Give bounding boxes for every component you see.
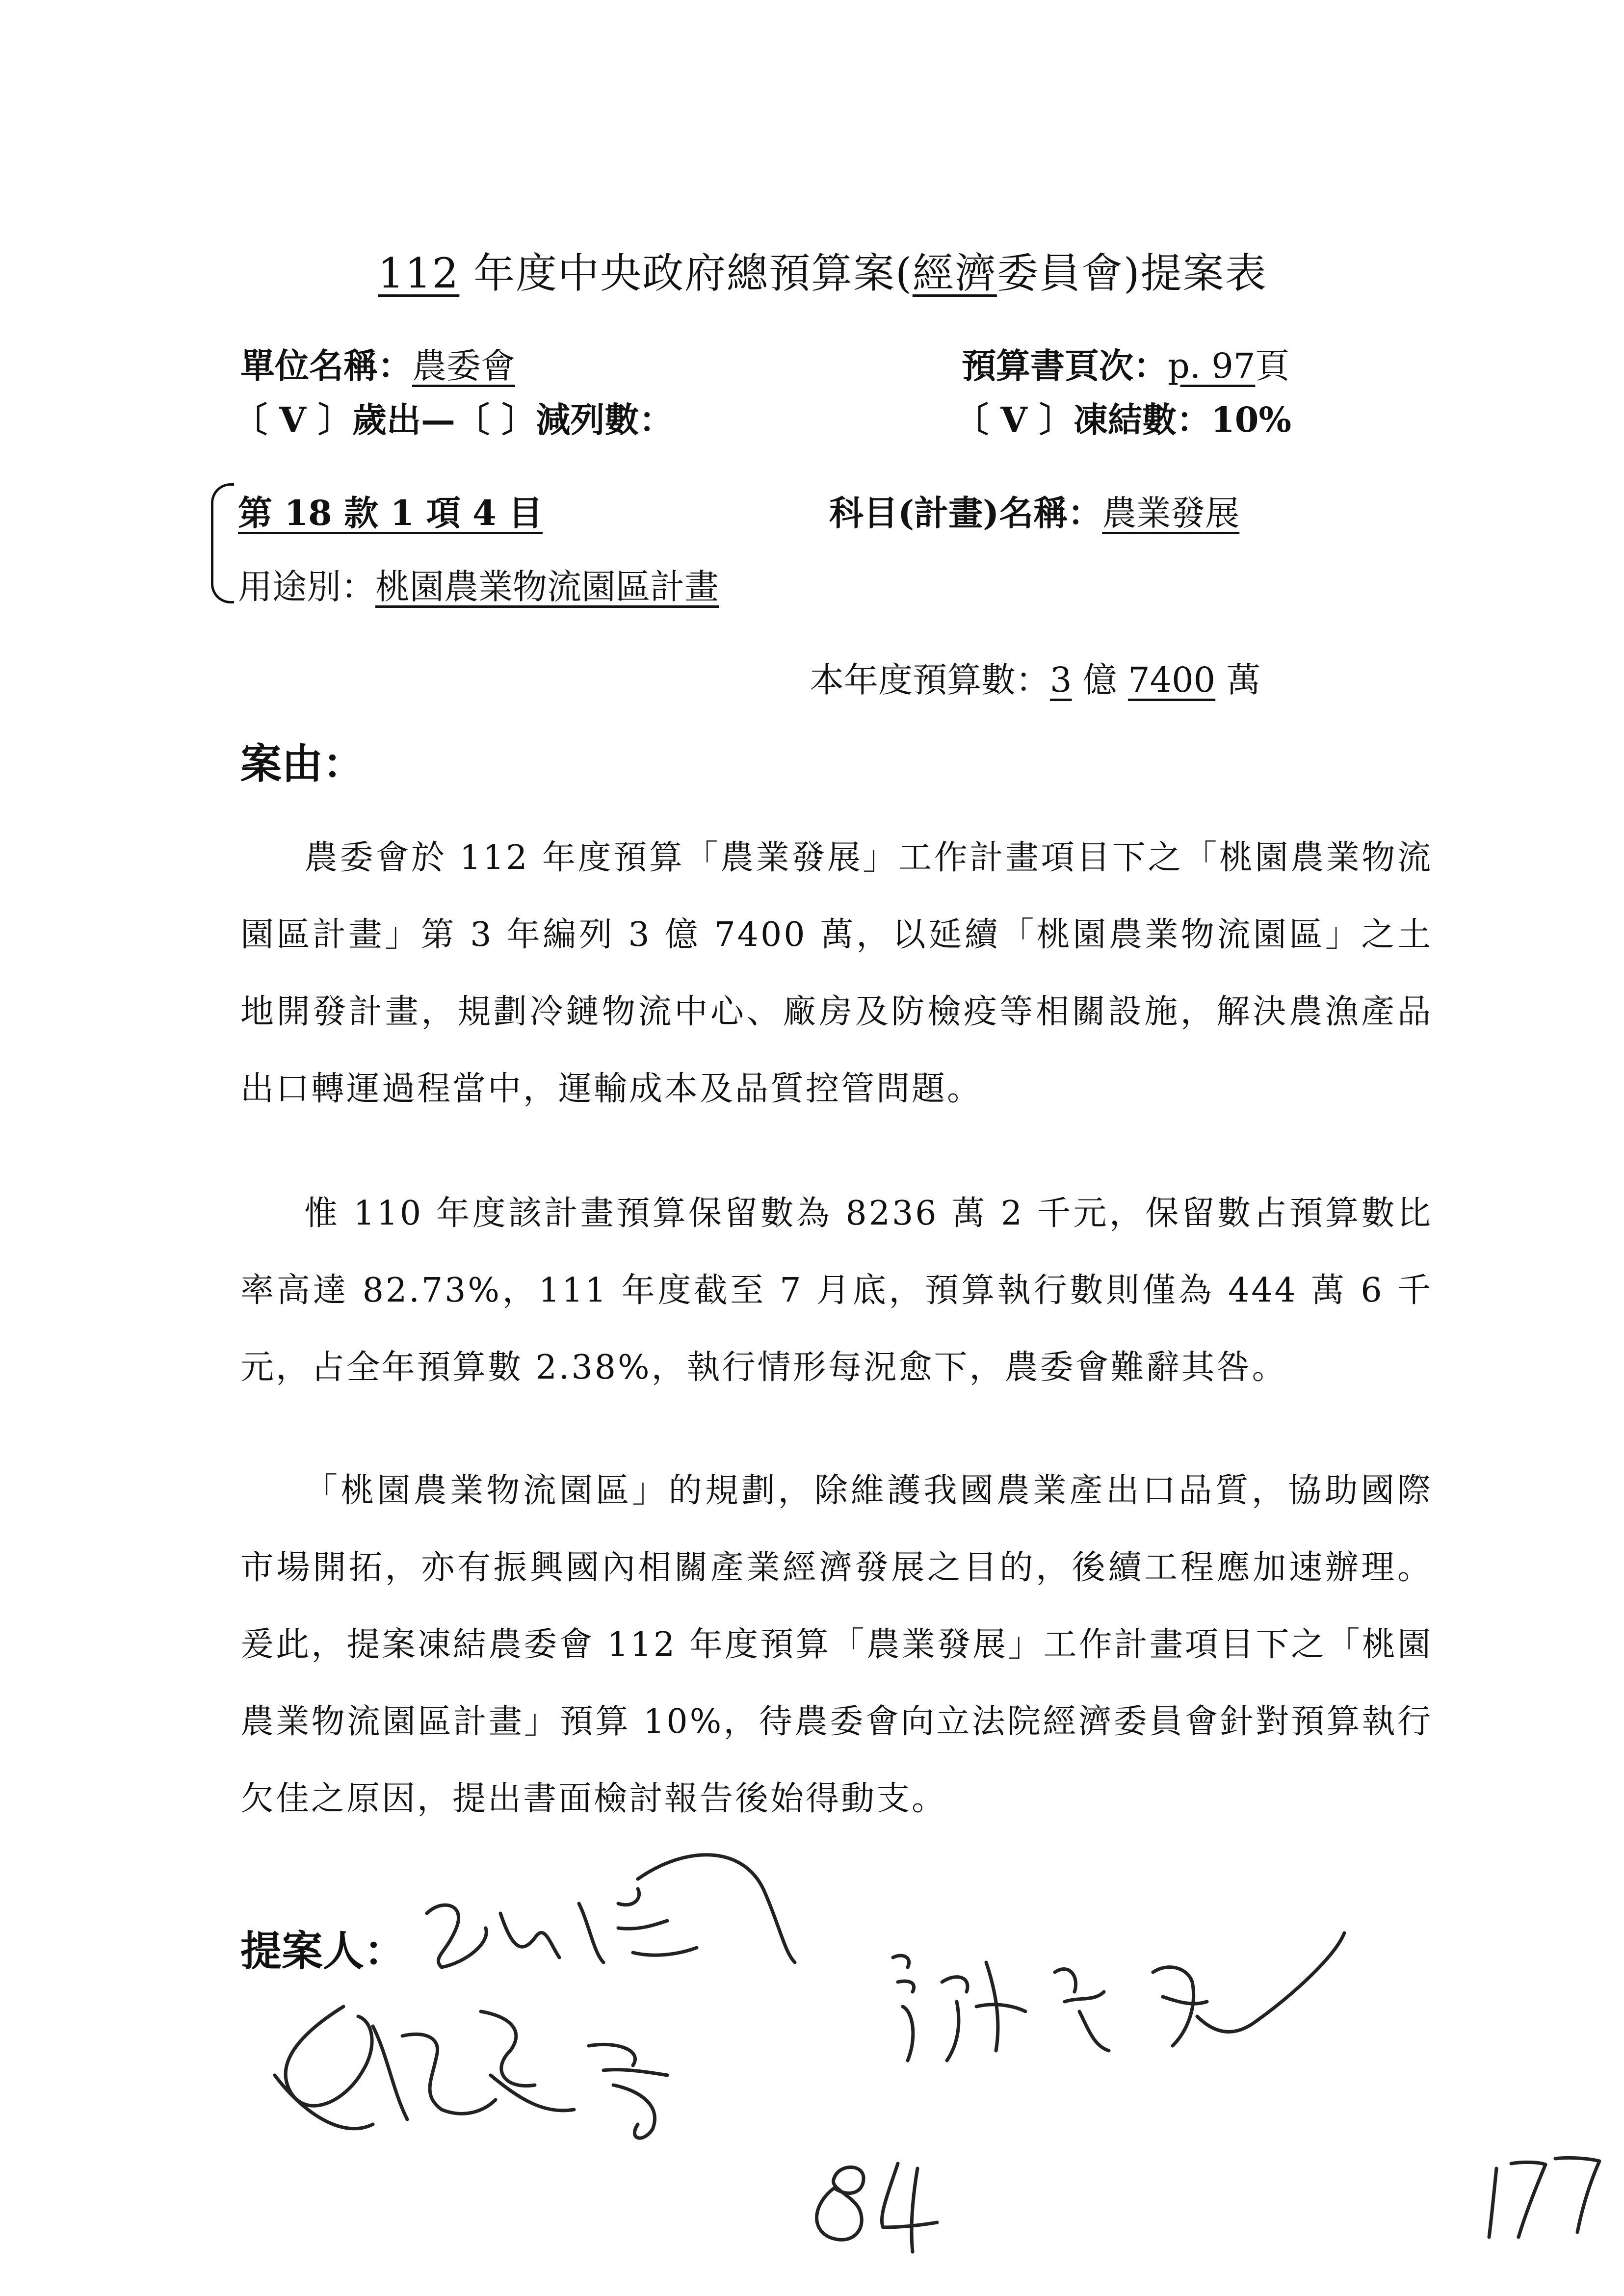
reason-heading: 案由： <box>240 739 365 788</box>
usage-label: 用途別： <box>238 567 375 607</box>
signature-2-stroke <box>286 2007 372 2106</box>
title-part2: 委員會)提案表 <box>996 249 1267 297</box>
signature-3-stroke <box>893 1956 914 2061</box>
signature-1-stroke <box>427 1905 486 1967</box>
expenditure-reduction-line: 〔 V 〕歲出—〔 〕減列數： <box>233 399 674 440</box>
subject-label: 科目(計畫)名稱： <box>829 493 1102 533</box>
handwritten-84-strokes <box>817 2167 864 2240</box>
reason-paragraph-2: 惟 110 年度該計畫預算保留數為 8236 萬 2 千元，保留數占預算數比率高達 82.73%，111 年度截至 7 月底，預算執行數則僅為 444 萬 6 千元，占全年預算數 2.38%，執行情形每況愈下，農委會難辭其咎。 <box>240 1194 1433 1387</box>
page-ref-suffix: 頁 <box>1255 346 1290 386</box>
title-part1: 年度中央政府總預算案( <box>459 249 913 297</box>
budget-yi: 3 <box>1050 660 1072 700</box>
page-ref-value: p. 97 <box>1168 346 1256 386</box>
budget-wan-unit: 萬 <box>1215 660 1261 700</box>
unit-value: 農委會 <box>412 346 515 386</box>
account-text: 第 18 款 1 項 4 目 <box>238 493 543 533</box>
page-ref-label: 預算書頁次： <box>962 345 1168 386</box>
subject-value: 農業發展 <box>1102 493 1240 533</box>
title-committee: 經濟 <box>912 249 997 297</box>
handwritten-177-strokes <box>1489 2158 1599 2237</box>
freeze-amount-line: 〔 V 〕凍結數：10% <box>954 399 1291 440</box>
unit-label: 單位名稱： <box>240 345 412 386</box>
usage-value: 桃園農業物流園區計畫 <box>375 567 719 607</box>
proposer-label: 提案人： <box>240 1927 406 1975</box>
reason-paragraph-1: 農委會於 112 年度預算「農業發展」工作計畫項目下之「桃園農業物流園區計畫」第 3 年編列 3 億 7400 萬，以延續「桃園農業物流園區」之土地開發計畫，規劃冷鏈物流中心、廠房及防檢疫等相關設施，解決農漁產品出口轉運過程當中，運輸成本及品質控管問題。 <box>240 838 1433 1108</box>
budget-wan: 7400 <box>1128 660 1216 700</box>
reason-paragraph-3: 「桃園農業物流園區」的規劃，除維護我國農業產出口品質，協助國際市場開拓，亦有振興國內相關產業經濟發展之目的，後續工程應加速辦理。爰此，提案凍結農委會 112 年度預算「農業發展」工作計畫項目下之「桃園農業物流園區計畫」預算 10%，待農委會向立法院經濟委員會針對預算執行欠佳之原因，提出書面檢討報告後始得動支。 <box>240 1471 1433 1818</box>
budget-label: 本年度預算數： <box>810 660 1050 700</box>
title-year: 112 <box>378 249 460 297</box>
budget-yi-unit: 億 <box>1072 660 1128 700</box>
